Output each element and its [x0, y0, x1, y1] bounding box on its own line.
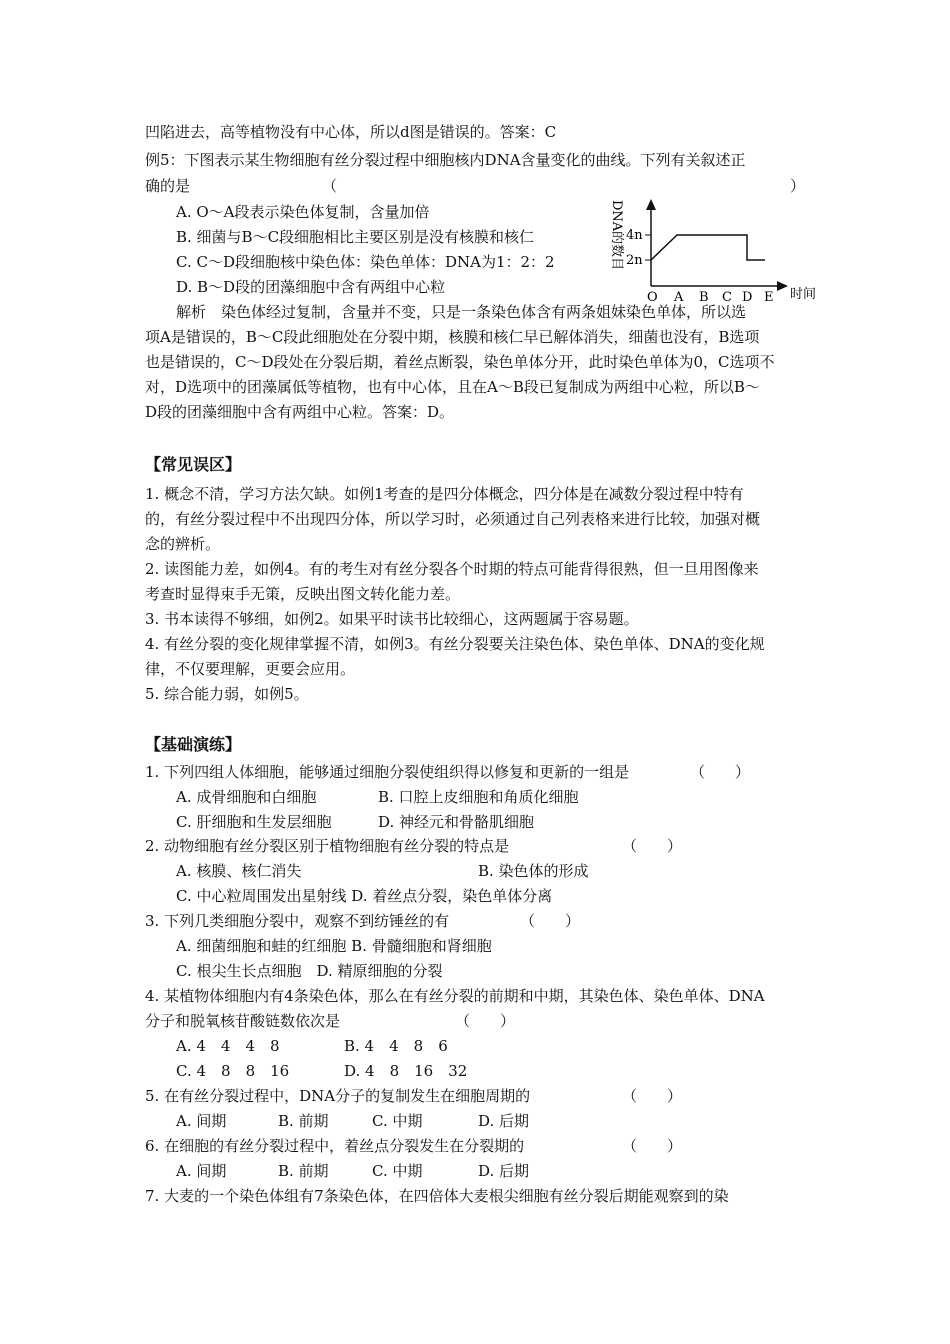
question-3: 3. 下列几类细胞分裂中，观察不到纺锤丝的有 [145, 912, 450, 930]
option-d: D. 4 8 16 32 [344, 1062, 468, 1080]
x-tick-label: A [674, 290, 684, 305]
y-axis-label: DNA的数目 [609, 200, 624, 271]
x-tick-label: B [699, 290, 709, 305]
answer-paren: （ ） [622, 1087, 683, 1105]
x-axis-label: 时间 [790, 287, 817, 302]
x-tick-label: D [742, 290, 753, 305]
analysis-line: 项A是错误的，B～C段此细胞处在分裂中期，核膜和核仁早已解体消失，细菌也没有，B选项 [145, 328, 760, 346]
option-a: A. 间期 [176, 1162, 227, 1180]
question-4-cont: 分子和脱氧核苷酸链数依次是 [145, 1012, 341, 1030]
x-tick-label: C [722, 290, 732, 305]
option-d: D. 神经元和骨骼肌细胞 [378, 813, 535, 831]
option-cd: C. 根尖生长点细胞 D. 精原细胞的分裂 [176, 962, 443, 980]
x-tick-label: E [764, 290, 774, 305]
option-a: A. 核膜、核仁消失 [176, 862, 302, 880]
option-b: B. 前期 [278, 1162, 329, 1180]
x-axis-arrow [777, 281, 788, 291]
error-line: 念的辨析。 [145, 535, 221, 553]
error-line: 3. 书本读得不够细，如例2。如果平时读书比较细心，这两题属于容易题。 [145, 610, 639, 628]
answer-paren: （ ） [690, 763, 751, 781]
option-d: D. 后期 [478, 1112, 530, 1130]
question-5: 5. 在有丝分裂过程中，DNA分子的复制发生在细胞周期的 [145, 1087, 531, 1105]
question-2: 2. 动物细胞有丝分裂区别于植物细胞有丝分裂的特点是 [145, 837, 510, 855]
analysis-line: 对，D选项中的团藻属低等植物，也有中心体，且在A～B段已复制成为两组中心粒，所以B～ [145, 378, 760, 396]
answer-paren: （ ） [520, 912, 581, 930]
section-heading-errors: 【常见误区】 [145, 455, 242, 474]
option-d: D. B～D段的团藻细胞中含有两组中心粒 [176, 278, 446, 296]
option-c: C. C～D段细胞核中染色体：染色单体：DNA为1：2：2 [176, 253, 555, 271]
option-a: A. 间期 [176, 1112, 227, 1130]
option-ab: A. 细菌细胞和蛙的红细胞 B. 骨髓细胞和肾细胞 [176, 937, 492, 955]
option-b: B. 口腔上皮细胞和角质化细胞 [378, 788, 579, 806]
option-c: C. 中期 [372, 1112, 423, 1130]
option-b: B. 细菌与B～C段细胞相比主要区别是没有核膜和核仁 [176, 228, 535, 246]
error-line: 律，不仅要理解，更要会应用。 [145, 660, 356, 678]
option-a: A. 4 4 4 8 [176, 1037, 280, 1055]
dna-content-chart [605, 192, 825, 307]
error-line: 4. 有丝分裂的变化规律掌握不清，如例3。有丝分裂要关注染色体、染色单体、DNA的变化规 [145, 635, 765, 653]
option-a: A. 成骨细胞和白细胞 [176, 788, 317, 806]
question-6: 6. 在细胞的有丝分裂过程中，着丝点分裂发生在分裂期的 [145, 1137, 525, 1155]
example5-question: 例5：下图表示某生物细胞有丝分裂过程中细胞核内DNA含量变化的曲线。下列有关叙述正 [145, 151, 746, 169]
question-1: 1. 下列四组人体细胞，能够通过细胞分裂使组织得以修复和更新的一组是 [145, 763, 630, 781]
y-tick-4n: 4n [626, 228, 643, 243]
option-a: A. O～A段表示染色体复制，含量加倍 [176, 203, 430, 221]
answer-paren-open: （ [322, 177, 338, 195]
option-c: C. 肝细胞和生发层细胞 [176, 813, 332, 831]
error-line: 的，有丝分裂过程中不出现四分体，所以学习时，必须通过自己列表格来进行比较，加强对概 [145, 510, 761, 528]
section-heading-practice: 【基础演练】 [145, 735, 242, 754]
option-b: B. 染色体的形成 [478, 862, 589, 880]
error-line: 1. 概念不清，学习方法欠缺。如例1考查的是四分体概念，四分体是在减数分裂过程中特有 [145, 485, 744, 503]
y-tick-2n: 2n [626, 253, 643, 268]
answer-paren: （ ） [622, 1137, 683, 1155]
analysis-line: 也是错误的，C～D段处在分裂后期，着丝点断裂，染色单体分开，此时染色单体为0，C选项不 [145, 353, 775, 371]
answer-paren: （ ） [455, 1012, 516, 1030]
analysis-line: D段的团藻细胞中含有两组中心粒。答案：D。 [145, 403, 455, 421]
error-line: 5. 综合能力弱，如例5。 [145, 685, 309, 703]
option-cd: C. 中心粒周围发出星射线 D. 着丝点分裂，染色单体分离 [176, 887, 553, 905]
option-b: B. 前期 [278, 1112, 329, 1130]
option-b: B. 4 4 8 6 [344, 1037, 448, 1055]
question-7: 7. 大麦的一个染色体组有7条染色体，在四倍体大麦根尖细胞有丝分裂后期能观察到的染 [145, 1187, 729, 1205]
answer-paren: （ ） [622, 837, 683, 855]
text-line: 凹陷进去，高等植物没有中心体，所以d图是错误的。答案：C [145, 123, 557, 141]
option-c: C. 中期 [372, 1162, 423, 1180]
analysis-line: 解析 染色体经过复制，含量并不变，只是一条染色体含有两条姐妹染色单体，所以选 [176, 303, 747, 321]
error-line: 2. 读图能力差，如例4。有的考生对有丝分裂各个时期的特点可能背得很熟，但一旦用图像来 [145, 560, 759, 578]
text-line: 确的是 [145, 177, 191, 195]
y-axis-arrow [646, 199, 656, 210]
answer-paren-close: ） [790, 177, 806, 195]
x-tick-label: O [647, 290, 658, 305]
error-line: 考查时显得束手无策，反映出图文转化能力差。 [145, 585, 461, 603]
option-d: D. 后期 [478, 1162, 530, 1180]
dna-curve [651, 235, 765, 260]
question-4: 4. 某植物体细胞内有4条染色体，那么在有丝分裂的前期和中期，其染色体、染色单体、DNA [145, 987, 765, 1005]
option-c: C. 4 8 8 16 [176, 1062, 290, 1080]
